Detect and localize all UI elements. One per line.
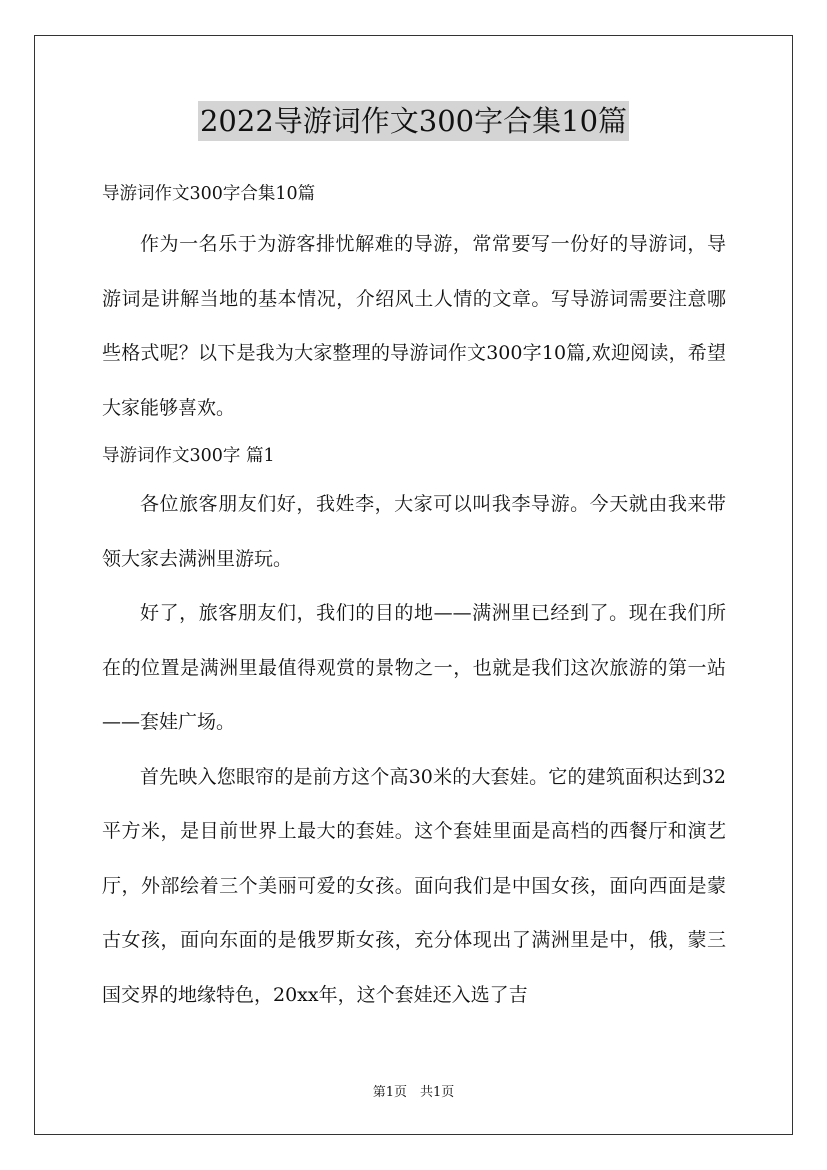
section-heading: 导游词作文300字 篇1 xyxy=(102,446,275,466)
page-footer: 第1页 共1页 xyxy=(372,1085,455,1100)
body-paragraph: 好了，旅客朋友们，我们的目的地——满洲里已经到了。现在我们所在的位置是满洲里最值得观赏的景物之一，也就是我们这次旅游的第一站——套娃广场。 xyxy=(102,602,726,733)
document-body xyxy=(102,175,726,1022)
body-paragraph: 各位旅客朋友们好，我姓李，大家可以叫我李导游。今天就由我来带领大家去满洲里游玩。 xyxy=(102,493,726,570)
body-paragraph: 首先映入您眼帘的是前方这个高30米的大套娃。它的建筑面积达到32平方米，是目前世界上最大的套娃。这个套娃里面是高档的西餐厅和演艺厅，外部绘着三个美丽可爱的女孩。面向我们是中国女孩，面向西面是蒙古女孩，面向东面的是俄罗斯女孩，充分体现出了满洲里是中，俄，蒙三国交界的地缘特色，20xx年，这个套娃还入选了吉 xyxy=(102,765,726,1006)
subtitle: 导游词作文300字合集10篇 xyxy=(102,184,316,204)
title-wrap xyxy=(0,101,827,141)
intro-paragraph: 作为一名乐于为游客排忧解难的导游，常常要写一份好的导游词，导游词是讲解当地的基本情况，介绍风土人情的文章。写导游词需要注意哪些格式呢？以下是我为大家整理的导游词作文300字10篇,欢迎阅读，希望大家能够喜欢。 xyxy=(102,233,726,419)
document-title: 2022导游词作文300字合集10篇 xyxy=(198,101,629,141)
